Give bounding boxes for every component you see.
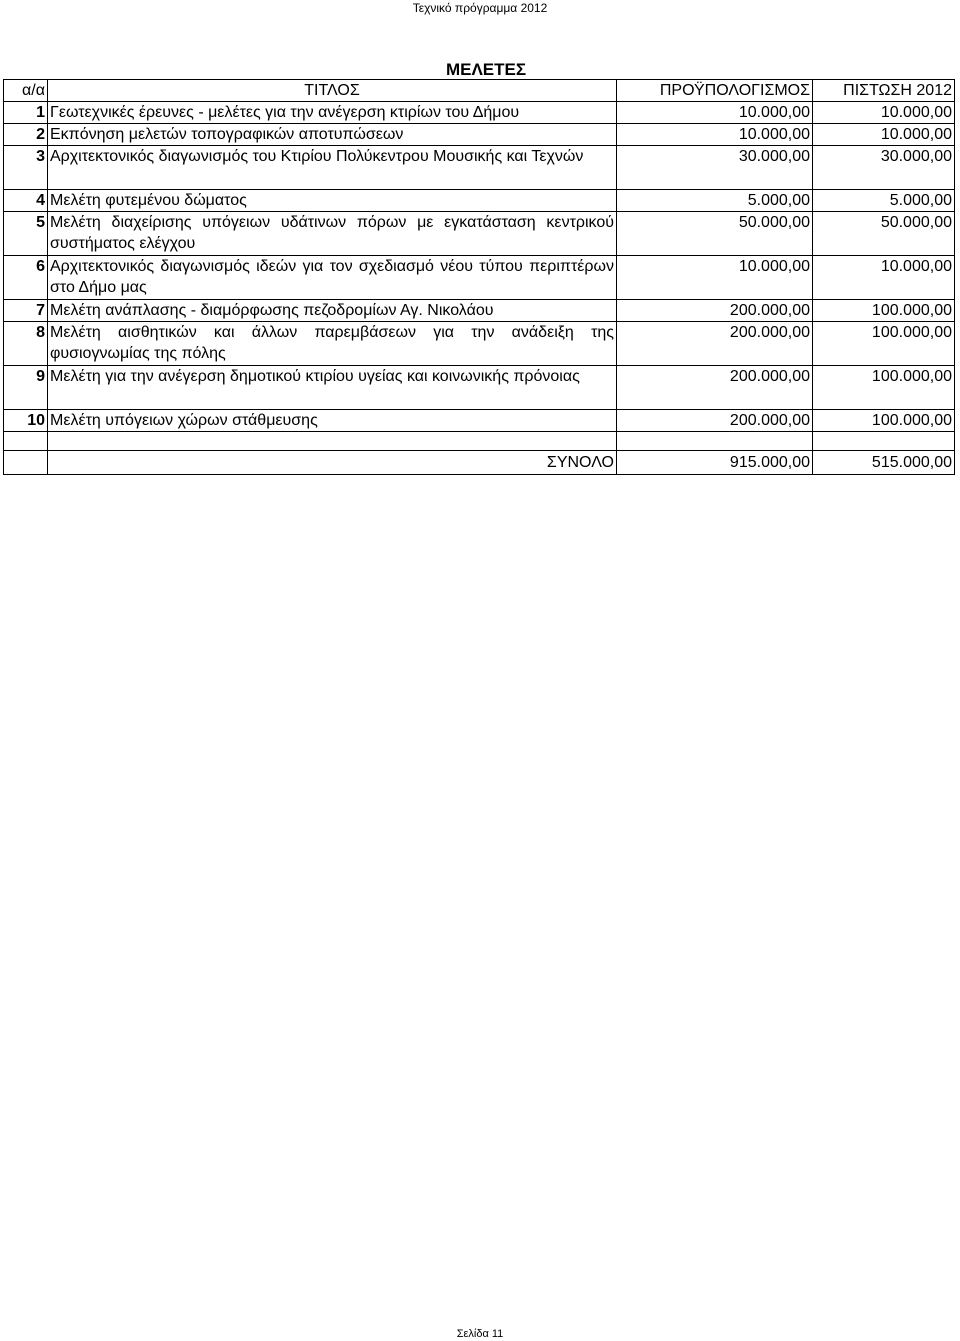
table-row <box>4 322 955 366</box>
row-number: 9 <box>4 366 48 410</box>
row-credit: 50.000,00 <box>813 212 955 256</box>
total-credit: 515.000,00 <box>813 451 955 475</box>
row-number: 7 <box>4 300 48 322</box>
table-row <box>4 102 955 124</box>
row-budget: 200.000,00 <box>617 410 813 432</box>
column-header-title: ΤΙΤΛΟΣ <box>48 80 617 102</box>
table-row <box>4 124 955 146</box>
row-number: 5 <box>4 212 48 256</box>
row-title: Εκπόνηση μελετών τοπογραφικών αποτυπώσεων <box>48 124 617 146</box>
row-budget: 10.000,00 <box>617 102 813 124</box>
table-header-row <box>4 80 955 102</box>
blank-cell <box>617 432 813 451</box>
row-budget: 200.000,00 <box>617 322 813 366</box>
total-budget: 915.000,00 <box>617 451 813 475</box>
row-budget: 5.000,00 <box>617 190 813 212</box>
row-credit: 100.000,00 <box>813 366 955 410</box>
row-credit: 10.000,00 <box>813 124 955 146</box>
table-row <box>4 256 955 300</box>
row-title: Μελέτη για την ανέγερση δημοτικού κτιρίου υγείας και κοινωνικής πρόνοιας <box>48 366 617 410</box>
blank-cell <box>48 432 617 451</box>
row-number: 1 <box>4 102 48 124</box>
row-title: Μελέτη υπόγειων χώρων στάθμευσης <box>48 410 617 432</box>
column-header-no: α/α <box>4 80 48 102</box>
row-budget: 10.000,00 <box>617 256 813 300</box>
row-number: 2 <box>4 124 48 146</box>
studies-table <box>3 79 955 475</box>
column-header-budget: ΠΡΟΫΠΟΛΟΓΙΣΜΟΣ <box>617 80 813 102</box>
row-number: 4 <box>4 190 48 212</box>
row-title: Μελέτη ανάπλασης - διαμόρφωσης πεζοδρομίων Αγ. Νικολάου <box>48 300 617 322</box>
row-title: Γεωτεχνικές έρευνες - μελέτες για την ανέγερση κτιρίων του Δήμου <box>48 102 617 124</box>
row-credit: 10.000,00 <box>813 256 955 300</box>
row-budget: 30.000,00 <box>617 146 813 190</box>
row-budget: 50.000,00 <box>617 212 813 256</box>
table-row <box>4 366 955 410</box>
row-budget: 200.000,00 <box>617 366 813 410</box>
row-number: 10 <box>4 410 48 432</box>
row-title: Μελέτη φυτεμένου δώματος <box>48 190 617 212</box>
total-spacer-cell <box>4 451 48 475</box>
column-header-credit: ΠΙΣΤΩΣΗ 2012 <box>813 80 955 102</box>
total-row <box>4 451 955 475</box>
table-row <box>4 300 955 322</box>
row-credit: 100.000,00 <box>813 322 955 366</box>
blank-cell <box>4 432 48 451</box>
row-credit: 10.000,00 <box>813 102 955 124</box>
row-number: 3 <box>4 146 48 190</box>
table-row <box>4 410 955 432</box>
row-budget: 10.000,00 <box>617 124 813 146</box>
blank-cell <box>813 432 955 451</box>
row-title: Μελέτη διαχείρισης υπόγειων υδάτινων πόρων με εγκατάσταση κεντρικού συστήματος ελέγχου <box>48 212 617 256</box>
table-row <box>4 146 955 190</box>
row-credit: 100.000,00 <box>813 300 955 322</box>
page-header: Τεχνικό πρόγραμμα 2012 <box>412 1 548 15</box>
blank-row <box>4 432 955 451</box>
row-number: 6 <box>4 256 48 300</box>
row-title: Αρχιτεκτονικός διαγωνισμός ιδεών για τον σχεδιασμό νέου τύπου περιπτέρων στο Δήμο μας <box>48 256 617 300</box>
row-number: 8 <box>4 322 48 366</box>
table-row <box>4 190 955 212</box>
row-title: Μελέτη αισθητικών και άλλων παρεμβάσεων για την ανάδειξη της φυσιογνωμίας της πόλης <box>48 322 617 366</box>
row-title: Αρχιτεκτονικός διαγωνισμός του Κτιρίου Πολύκεντρου Μουσικής και Τεχνών <box>48 146 617 190</box>
row-credit: 30.000,00 <box>813 146 955 190</box>
page-footer: Σελίδα 11 <box>456 1328 504 1340</box>
row-credit: 100.000,00 <box>813 410 955 432</box>
total-label: ΣΥΝΟΛΟ <box>48 451 617 475</box>
table-row <box>4 212 955 256</box>
section-title: ΜΕΛΕΤΕΣ <box>445 60 527 79</box>
row-credit: 5.000,00 <box>813 190 955 212</box>
row-budget: 200.000,00 <box>617 300 813 322</box>
